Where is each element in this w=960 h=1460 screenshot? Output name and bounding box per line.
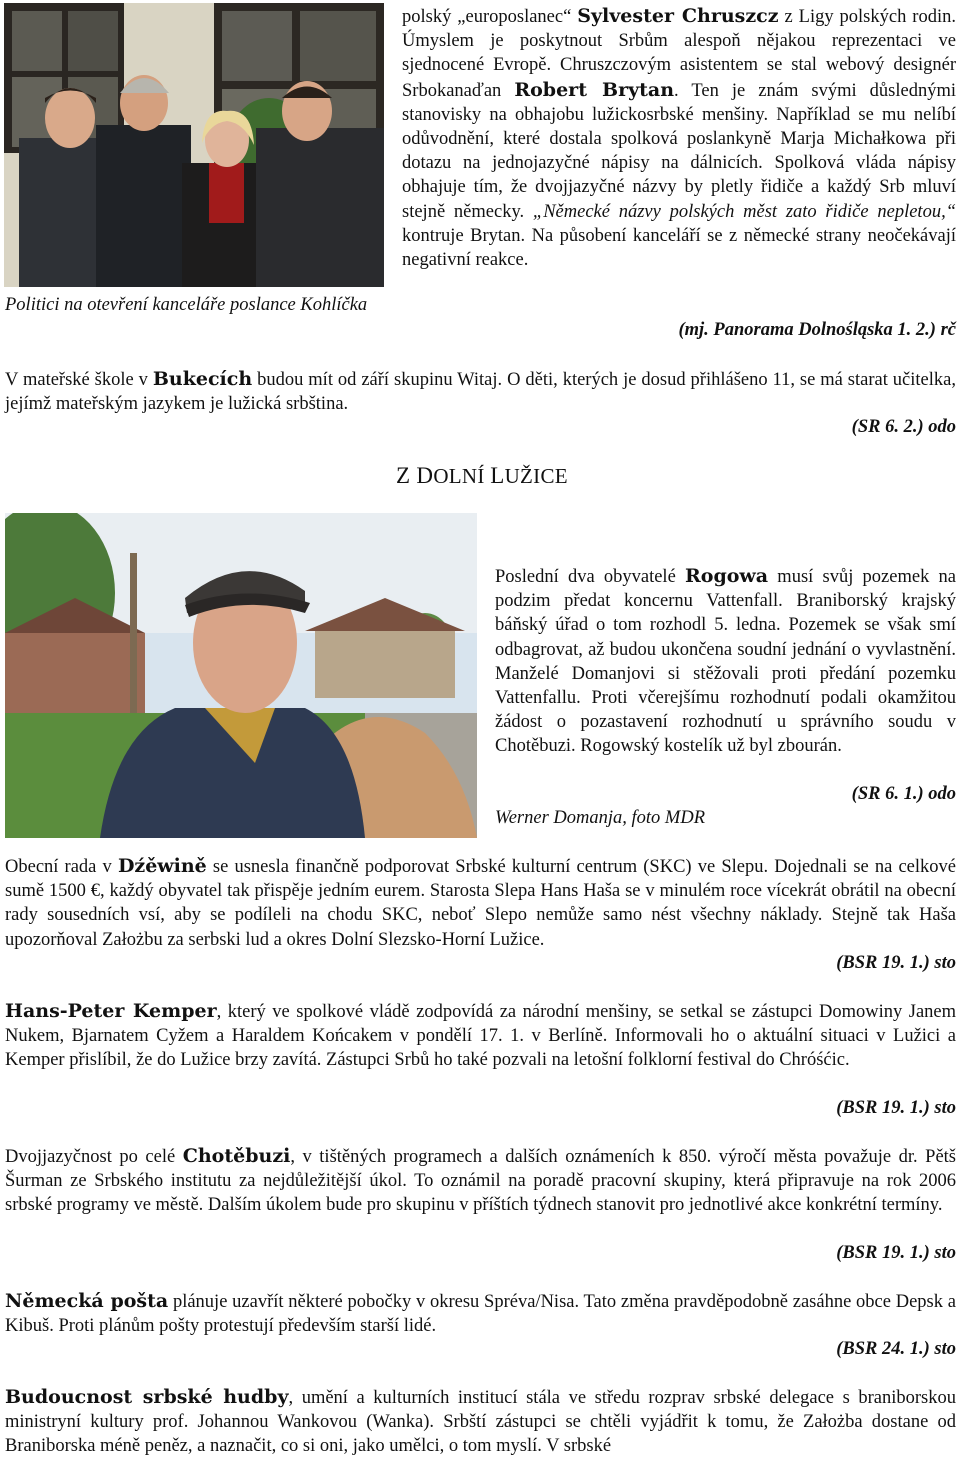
photo-caption: Werner Domanja, foto MDR	[495, 808, 705, 828]
keyword: Robert Brytan	[514, 78, 675, 101]
article-dzewin	[5, 854, 956, 952]
title-part: OLNÍ	[433, 464, 491, 488]
keyword: Bukecích	[152, 368, 253, 390]
keyword: Chotěbuzi	[182, 1145, 291, 1167]
article-text: budou mít od září skupinu Witaj. O děti, kterých je dosud přihlášeno 11, se má starat učitelka, jejímž mateřským jazykem je lužická srbština.	[5, 370, 956, 415]
source-note: (SR 6. 1.) odo	[851, 784, 956, 804]
keyword: Německá pošta	[5, 1290, 169, 1312]
photo-caption: Politici na otevření kanceláře poslance Kohlíčka	[5, 295, 368, 315]
article-text: Obecní rada v	[5, 857, 118, 877]
article-text: z Ligy polských rodin. Úmyslem je poskytnout Srbům alespoň nějakou reprezentaci ve sjednocené Evropě. Chruszczovým asistentem se stal webový designér Srbokanaďan	[402, 7, 956, 101]
article-hudba	[5, 1385, 956, 1457]
title-part: L	[490, 463, 505, 488]
keyword: Hans-Peter Kemper	[5, 1000, 217, 1022]
keyword: Budoucnost srbské hudby	[5, 1386, 289, 1408]
source-note: (BSR 19. 1.) sto	[836, 953, 956, 973]
article-kemper	[5, 999, 956, 1073]
article-text: kontruje Brytan. Na působení kanceláří se z německé strany neočekávají negativní reakce.	[402, 225, 956, 271]
keyword: Sylvester Chruszcz	[577, 5, 779, 27]
article-text: musí svůj pozemek na podzim předat koncernu Vattenfall. Braniborský krajský báňský úřad o tom rozhodl 5. ledna. Pozemek se však smí odbagrovat, až budou ukončena soudní jednání o vyvlastnění. Manželé Domanjovi si stěžovali proti předání pozemku Vattenfallu. Proti včerejšímu rozhodnutí podali okamžitou žádost o pozastavení rozhodnutí u správního soudu v Chotěbuzi. Rogowský kostelík už byl zbourán.	[495, 567, 956, 757]
article-chruszcz	[402, 4, 956, 272]
article-text: , v tištěných programech a dalších oznámeních k 850. výročí města považuje dr. Pětš Šurman ze Srbského institutu za nejdůležitější úkol. To oznámil na poradě pracovní skupiny, která připravuje na rok 2006 srbské programy ve městě. Dalším úkolem bude pro skupinu v příštích týdnech stanovit pro jednotlivé akce konkrétní termíny.	[5, 1147, 956, 1216]
title-part: D	[416, 463, 434, 488]
title-part: Z	[396, 463, 417, 488]
article-chotebuz	[5, 1144, 956, 1218]
quote: „Německé názvy polských měst zato řidiče nepletou,“	[532, 201, 956, 222]
source-note: (mj. Panorama Dolnośląska 1. 2.) rč	[678, 320, 956, 340]
source-note: (SR 6. 2.) odo	[851, 417, 956, 437]
politicians-photo	[4, 3, 384, 287]
article-text: V mateřské škole v	[5, 370, 153, 390]
domanja-photo	[5, 513, 477, 838]
article-text: plánuje uzavřít některé pobočky v okresu Spréva/Nisa. Tato změna pravděpodobně zasáhne obce Depsk a Kibuš. Proti plánům pošty protestují především starší lidé.	[5, 1292, 956, 1337]
article-rogow	[495, 564, 956, 759]
article-bukecy	[5, 367, 956, 416]
keyword: Dźěwině	[117, 855, 207, 877]
article-text: . Ten je znám svými důslednými stanovisky na obhajobu lužickosrbské menšiny. Například se mu nelíbí odůvodnění, které dostala spolková poslankyně Marja Michałkowa při dotazu na jednojazyčné nápisy na dálnicích. Spolková vláda nápisy obhajuje tím, že dvojjazyčné názvy by pletly řidiče a každý Srb mluví stejně německy.	[402, 80, 957, 222]
article-posta	[5, 1289, 956, 1338]
source-note: (BSR 19. 1.) sto	[836, 1243, 956, 1263]
article-text: se usnesla finančně podporovat Srbské kulturní centrum (SKC) ve Slepu. Dojednali se na celkové sumě 1500 €, každý obyvatel tak přispěje jedním eurem. Starosta Slepa Hans Haša se v minulém roce vícekrát obrátil na obecní rady sousedních vsí, aby se podíleli na chodu SKC, neboť Slepo nemůže samo nést všechny náklady. Stejně tak Haša upozorňoval Założbu za serbski lud a okres Dolní Slezsko-Horní Lužice.	[5, 857, 956, 950]
article-text: Poslední dva obyvatelé	[495, 567, 685, 587]
article-text: , umění a kulturních institucí stála ve středu rozprav srbské delegace s braniborskou ministryní kultury prof. Johannou Wankovou (Wanka). Srbští zástupci se chtěli vyjádřit k tomu, že Założba dostane od Braniborska méně peněz, a naznačit, co si oni, jako umělci, o tom myslí. V srbské	[5, 1388, 956, 1457]
article-text: polský „europoslanec“	[402, 7, 578, 27]
keyword: Rogowa	[685, 565, 769, 587]
section-title	[396, 464, 568, 488]
source-note: (BSR 24. 1.) sto	[836, 1339, 956, 1359]
source-note: (BSR 19. 1.) sto	[836, 1098, 956, 1118]
article-text: , který ve spolkové vládě zodpovídá za národní menšiny, se setkal se zástupci Domowiny Janem Nukem, Bjarnatem Cyžem a Haraldem Końcakem v pondělí 17. 1. v Berlíně. Informovali ho o aktuální situaci v Lužici a Kemper přislíbil, že do Lužice brzy zavítá. Zástupci Srbů ho také pozvali na letošní folklorní festival do Chróśćic.	[5, 1002, 957, 1071]
article-text: Dvojjazyčnost po celé	[5, 1147, 183, 1167]
title-part: UŽICE	[504, 464, 568, 488]
